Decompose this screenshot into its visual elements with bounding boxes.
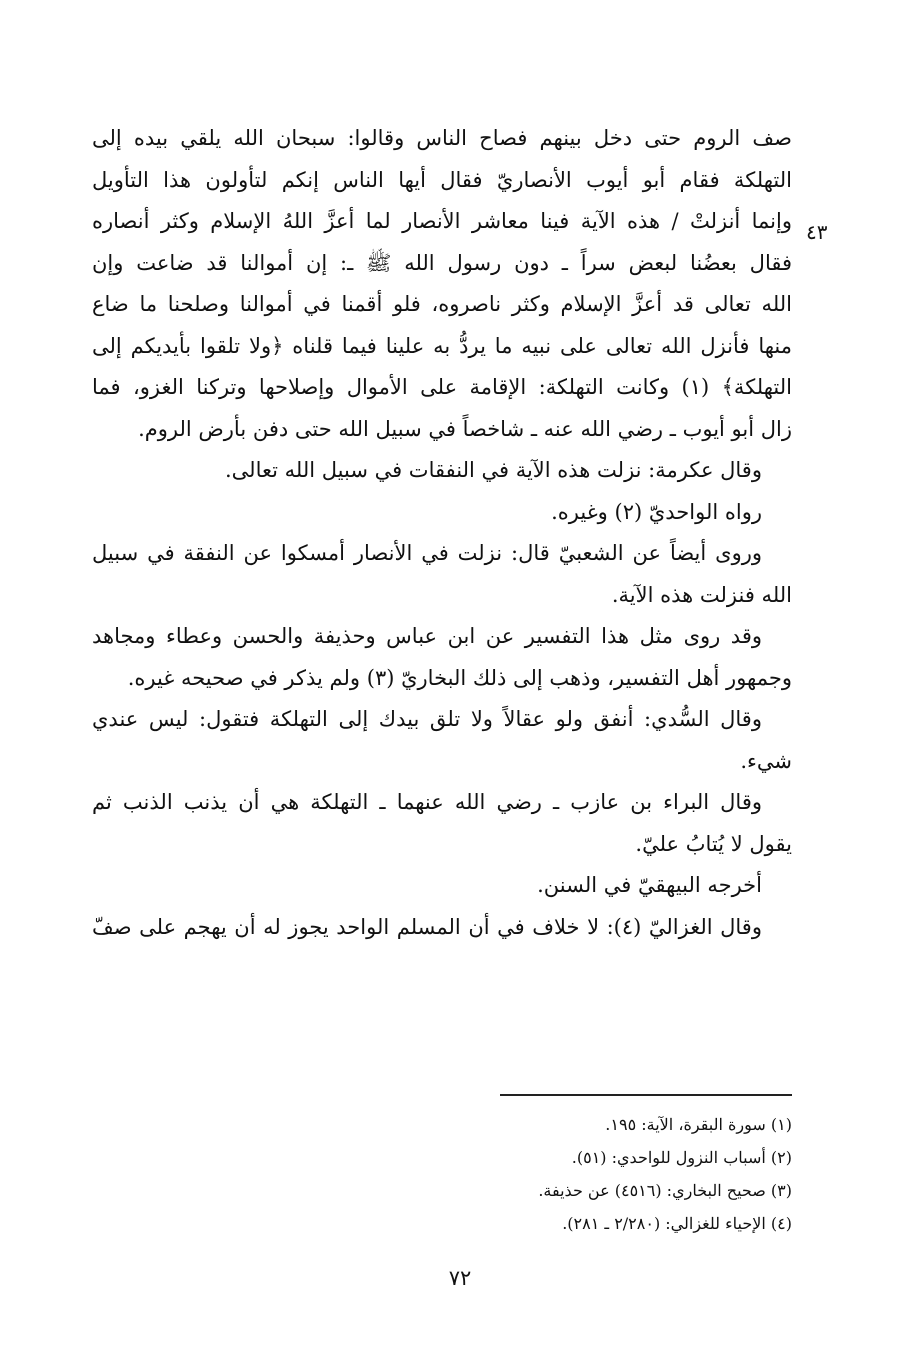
footnote: (٢) أسباب النزول للواحدي: (٥١). <box>571 1148 792 1167</box>
page-number: ٧٢ <box>448 1266 472 1290</box>
text-line: وقال الغزاليّ (٤): لا خلاف في أن المسلم الواحد يجوز له أن يهجم على صفّ <box>92 914 762 939</box>
footnote: (٣) صحيح البخاري: (٤٥١٦) عن حذيفة. <box>538 1181 792 1200</box>
text-line: رواه الواحديّ (٢) وغيره. <box>551 499 762 524</box>
text-line: التهلكة﴾ (١) وكانت التهلكة: الإقامة على الأموال وإصلاحها وتركنا الغزو، فما <box>92 375 792 399</box>
text-line: الله فنزلت هذه الآية. <box>611 582 792 607</box>
text-line: وقد روى مثل هذا التفسير عن ابن عباس وحذيفة والحسن وعطاء ومجاهد <box>92 624 762 648</box>
footnote: (٤) الإحياء للغزالي: (٢/٢٨٠ ـ ٢٨١). <box>562 1214 792 1233</box>
text-line: منها فأنزل الله تعالى على نبيه ما يردُّ به علينا فيما قلناه ﴿ولا تلقوا بأيديكم إلى <box>92 333 792 358</box>
text-line: فقال بعضُنا لبعض سراً ـ دون رسول الله ﷺ ـ: إن أموالنا قد ضاعت وإن <box>92 250 792 275</box>
text-line: وروى أيضاً عن الشعبيّ قال: نزلت في الأنصار أمسكوا عن النفقة في سبيل <box>92 541 762 565</box>
text-line: وجمهور أهل التفسير، وذهب إلى ذلك البخاريّ (٣) ولم يذكر في صحيحه غيره. <box>127 665 792 690</box>
footnote-separator <box>500 1094 792 1096</box>
main-text <box>92 118 792 948</box>
footnote: (١) سورة البقرة، الآية: ١٩٥. <box>605 1115 792 1134</box>
text-line: التهلكة فقام أبو أيوب الأنصاريّ فقال أيها الناس إنكم لتأولون هذا التأويل <box>92 167 792 192</box>
text-line: الله تعالى قد أعزَّ الإسلام وكثر ناصروه، فلو أقمنا في أموالنا وصلحنا ما ضاع <box>92 292 792 316</box>
text-line: شيء. <box>740 748 792 773</box>
text-line: زال أبو أيوب ـ رضي الله عنه ـ شاخصاً في سبيل الله حتى دفن بأرض الروم. <box>138 416 792 441</box>
text-line: وإنما أنزلتْ / هذه الآية فينا معاشر الأنصار لما أعزَّ اللهُ الإسلام وكثر أنصاره <box>92 209 792 233</box>
text-line: وقال السُّدي: أنفق ولو عقالاً ولا تلق بيدك إلى التهلكة فتقول: ليس عندي <box>92 707 762 731</box>
margin-folio-note: ٤٣ <box>806 220 828 244</box>
text-line: يقول لا يُتابُ عليّ. <box>635 831 792 856</box>
footnotes <box>92 1108 792 1240</box>
text-line: صف الروم حتى دخل بينهم فصاح الناس وقالوا: سبحان الله يلقي بيده إلى <box>92 126 792 150</box>
text-line: وقال عكرمة: نزلت هذه الآية في النفقات في سبيل الله تعالى. <box>225 458 762 482</box>
text-line: أخرجه البيهقيّ في السنن. <box>537 873 762 897</box>
text-line: وقال البراء بن عازب ـ رضي الله عنهما ـ التهلكة هي أن يذنب الذنب ثم <box>92 790 762 814</box>
